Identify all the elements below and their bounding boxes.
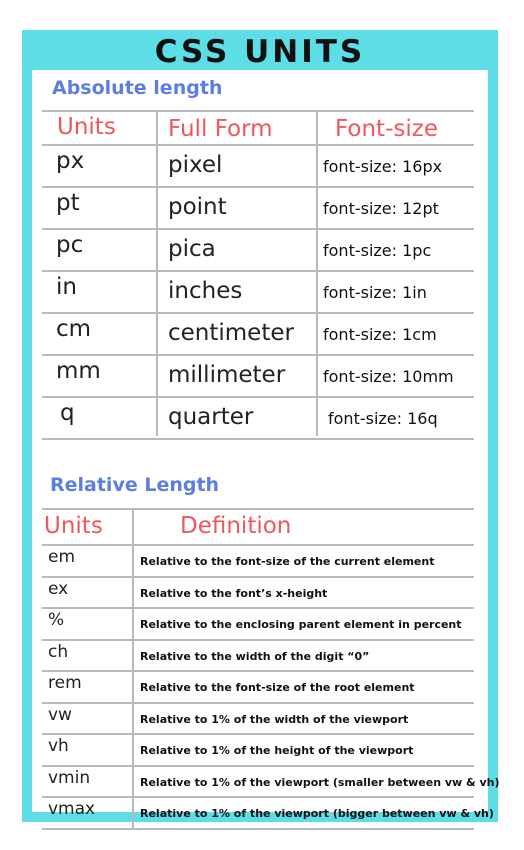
definition-cell: Relative to the width of the digit “0” (140, 649, 370, 663)
absolute-header-font-size: Font-size (335, 116, 438, 142)
full-form-cell: inches (168, 278, 243, 304)
row-divider (42, 354, 474, 356)
definition-cell: Relative to 1% of the viewport (bigger between vw & vh) (140, 807, 494, 820)
font-size-example-cell: font-size: 12pt (323, 199, 439, 218)
font-size-example-cell: font-size: 1in (323, 283, 427, 302)
row-divider (42, 733, 474, 735)
absolute-header-units: Units (57, 114, 116, 140)
unit-cell: ch (48, 641, 69, 662)
unit-cell: rem (48, 673, 82, 693)
full-form-cell: millimeter (168, 362, 286, 388)
unit-cell: mm (56, 358, 101, 384)
unit-cell: q (60, 400, 75, 426)
row-divider (42, 828, 474, 830)
column-divider (316, 110, 318, 436)
row-divider (42, 312, 474, 314)
column-divider (132, 508, 134, 828)
relative-header-definition: Definition (180, 513, 292, 539)
definition-cell: Relative to the enclosing parent element in percent (140, 618, 462, 631)
row-divider (42, 186, 474, 188)
unit-cell: pc (56, 232, 84, 258)
unit-cell: px (56, 148, 85, 174)
full-form-cell: quarter (168, 404, 254, 430)
row-divider (42, 396, 474, 398)
font-size-example-cell: font-size: 16px (323, 157, 443, 176)
unit-cell: em (48, 547, 76, 567)
row-divider (42, 639, 474, 641)
definition-cell: Relative to the font-size of the root element (140, 681, 415, 694)
full-form-cell: point (168, 194, 227, 220)
definition-cell: Relative to the font’s x-height (140, 586, 328, 600)
full-form-cell: centimeter (168, 320, 294, 346)
unit-cell: vh (48, 736, 69, 756)
unit-cell: vw (48, 704, 72, 725)
absolute-length-heading: Absolute length (52, 77, 223, 99)
table-rule (42, 110, 474, 112)
table-rule (42, 144, 474, 146)
css-units-infographic (22, 30, 498, 822)
table-rule (42, 544, 474, 546)
row-divider (42, 796, 474, 798)
row-divider (42, 765, 474, 767)
page-title: CSS UNITS (154, 34, 366, 70)
unit-cell: vmin (48, 767, 91, 788)
full-form-cell: pica (168, 236, 216, 262)
relative-header-units: Units (44, 513, 103, 539)
font-size-example-cell: font-size: 16q (328, 409, 438, 428)
unit-cell: % (48, 610, 65, 630)
definition-cell: Relative to 1% of the viewport (smaller between vw & vh) (140, 775, 500, 789)
table-rule (42, 508, 474, 510)
absolute-header-full-form: Full Form (168, 116, 273, 142)
unit-cell: vmax (48, 799, 96, 819)
font-size-example-cell: font-size: 1cm (323, 325, 437, 344)
row-divider (42, 576, 474, 578)
full-form-cell: pixel (168, 152, 223, 178)
row-divider (42, 670, 474, 672)
definition-cell: Relative to the font-size of the current element (140, 555, 435, 568)
unit-cell: in (56, 274, 77, 300)
row-divider (42, 270, 474, 272)
definition-cell: Relative to 1% of the height of the viewport (140, 744, 414, 757)
column-divider (156, 110, 158, 436)
row-divider (42, 607, 474, 609)
definition-cell: Relative to 1% of the width of the viewport (140, 712, 409, 726)
unit-cell: pt (56, 190, 80, 216)
row-divider (42, 228, 474, 230)
content-card (32, 70, 500, 820)
relative-length-heading: Relative Length (50, 474, 220, 496)
font-size-example-cell: font-size: 1pc (323, 241, 432, 260)
row-divider (42, 438, 474, 440)
unit-cell: ex (48, 578, 69, 599)
row-divider (42, 702, 474, 704)
unit-cell: cm (56, 316, 92, 342)
font-size-example-cell: font-size: 10mm (323, 367, 454, 386)
